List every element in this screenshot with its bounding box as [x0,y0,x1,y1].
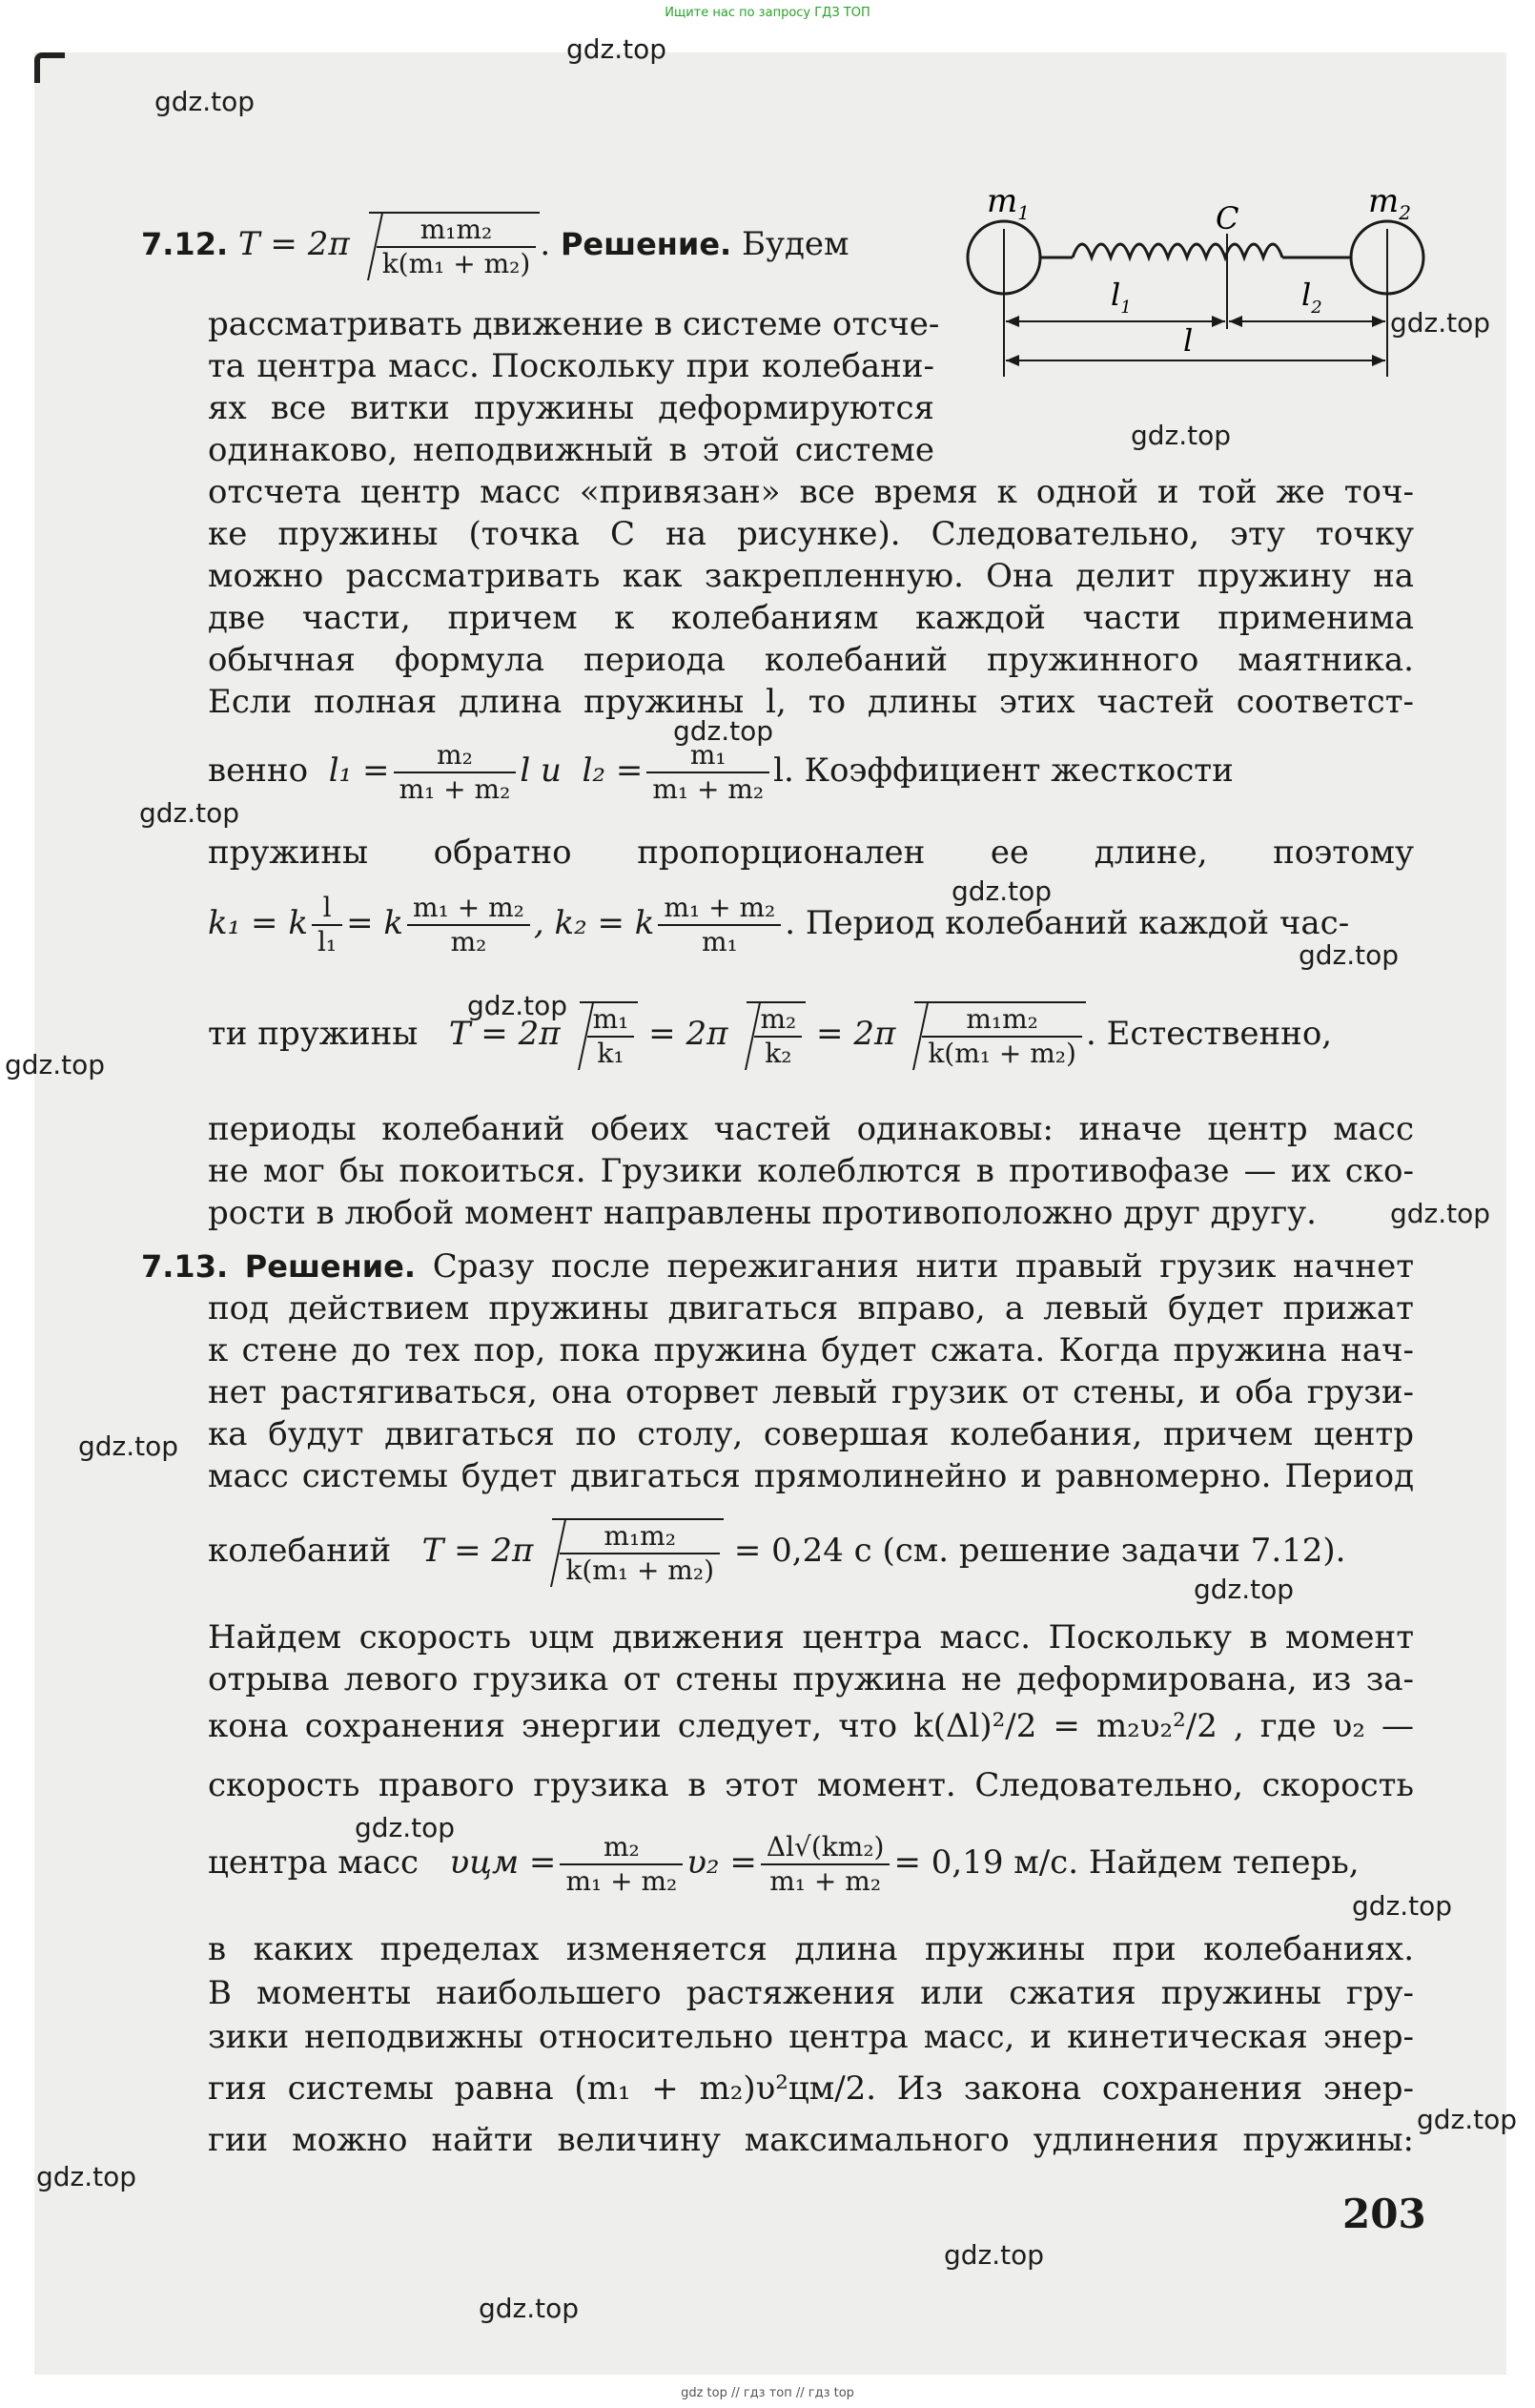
p712-line-3: та центра масс. Поскольку при колебани- [208,347,934,385]
top-banner: Ищите нас по запросу ГДЗ ТОП [665,6,870,20]
p712-line-18: рости в любой момент направлены противоположно друг другу. [208,1194,1317,1232]
page-number: 203 [1342,2191,1426,2237]
label-l1: $l_1$ [1111,277,1132,318]
watermark-text: gdz.top [1194,1574,1295,1605]
p713-line-17: гии можно найти величину максимального удлинения пружины: [208,2121,1414,2159]
p712-line-1: 7.12. T = 2π $\frac{\text{m₁m₂}}{\text{k(m₁ + m₂)}}$ . Решение. Будем [141,214,849,279]
p712-line-12: венно l₁ = $\frac{\text{m₂}}{\text{m₁ + m₂}}$ l и l₂ = $\frac{\text{m₁}}{\text{m₁ + m₂}}$ l. Коэффициент жесткости [208,739,1234,805]
p713-line-3: к стене до тех пор, пока пружина будет сжата. Когда пружина нач- [208,1331,1414,1369]
watermark-text: gdz.top [36,2161,137,2192]
p712-line-2: рассматривать движение в системе отсче- [208,305,940,343]
p713-number: 7.13. [141,1248,229,1285]
p713-line-15: зики неподвижны относительно центра масс, и кинетическая энер- [208,2018,1414,2056]
p713-line-4: нет растягиваться, она оторвет левый грузик от стены, и оба грузи- [208,1373,1414,1411]
label-l2: $l_2$ [1301,277,1322,318]
watermark-text: gdz.top [5,1049,106,1081]
p713-line-1: 7.13. Решение. Сразу после пережигания нити правый грузик начнет [141,1247,1414,1286]
p712-line-13: пружины обратно пропорционален ее длине, поэтому [208,834,1414,872]
p712-line-15: ти пружины T = 2π $\frac{\text{m₁}}{\text{k₁}}$ = 2π $\frac{\text{m₂}}{\text{k₂}}$ = 2π $\frac{\text{m₁m₂}}{\text{k(m₁ + m₂)}}$ . Естественно, [208,1003,1333,1069]
watermark-text: gdz.top [1390,1198,1491,1229]
watermark-text: gdz.top [944,2239,1045,2271]
p712-line-10: обычная формула периода колебаний пружинного маятника. [208,641,1414,679]
watermark-text: gdz.top [1299,939,1400,971]
watermark-text: gdz.top [78,1430,179,1462]
bottom-banner: gdz top // гдз топ // гдз top [681,2386,854,2400]
watermark-text: gdz.top [154,86,256,117]
p713-line-11: скорость правого грузика в этот момент. Следовательно, скорость [208,1766,1414,1804]
watermark-text: gdz.top [1417,2104,1518,2135]
p713-line-6: масс системы будет двигаться прямолинейно и равномерно. Период [208,1457,1414,1495]
watermark-text: gdz.top [1352,1890,1453,1922]
p712-line-17: не мог бы покоиться. Грузики колеблются в противофазе — их ско- [208,1152,1414,1190]
label-m1: $m_1$ [987,182,1030,224]
p713-line-7: колебаний T = 2π $\frac{\text{m₁m₂}}{\text{k(m₁ + m₂)}}$ = 0,24 с (см. решение задачи 7.12). [208,1520,1346,1586]
p712-line-16: периоды колебаний обеих частей одинаковы: иначе центр масс [208,1110,1414,1148]
p713-line-8: Найдем скорость υцм движения центра масс. Поскольку в момент [208,1618,1414,1657]
p712-number: 7.12. [141,226,229,262]
p712-line-5: одинаково, неподвижный в этой системе [208,431,934,469]
label-c: C [1216,200,1239,237]
p712-line-9: две части, причем к колебаниям каждой части применима [208,599,1414,637]
watermark-text: gdz.top [673,715,774,747]
label-l: l [1183,322,1194,359]
p713-line-16: гия системы равна (m₁ + m₂)υ²цм/2. Из закона сохранения энер- [208,2069,1414,2108]
p713-line-13: в каких пределах изменяется длина пружины при колебаниях. [208,1930,1414,1968]
watermark-text: gdz.top [479,2293,580,2324]
watermark-text: gdz.top [355,1812,456,1843]
p713-line-14: В моменты наибольшего растяжения или сжатия пружины гру- [208,1974,1414,2012]
watermark-text: gdz.top [566,33,667,65]
watermark-text: gdz.top [1390,307,1491,339]
p713-line-9: отрыва левого грузика от стены пружина не деформирована, из за- [208,1660,1414,1698]
label-m2: $m_2$ [1368,182,1411,224]
watermark-text: gdz.top [139,797,240,829]
p713-line-12: центра масс υцм = $\frac{\text{m₂}}{\text{m₁ + m₂}}$ υ₂ = $\frac{\text{Δl√(km₂)}}{\text{m₁ + m₂}}$ = 0,19 м/с. Найдем теперь, [208,1831,1360,1897]
page-corner-mark [34,52,65,83]
p712-line-4: ях все витки пружины деформируются [208,389,934,427]
p712-line-11: Если полная длина пружины l, то длины этих частей соответст- [208,683,1414,721]
spring-coil [1073,244,1282,257]
p712-line-6: отсчета центр масс «привязан» все время к одной и той же точ- [208,473,1414,511]
p713-line-5: ка будут двигаться по столу, совершая колебания, причем центр [208,1415,1414,1453]
p712-line-7: ке пружины (точка C на рисунке). Следовательно, эту точку [208,515,1414,553]
p712-line-14: k₁ = k $\frac{l}{\text{l₁}}$ = k $\frac{\text{m₁ + m₂}}{\text{m₂}}$ , k₂ = k $\frac{\text{m₁ + m₂}}{\text{m₁}}$ . Период колебаний каждой час- [208,892,1350,957]
spring-figure [958,172,1454,391]
watermark-text: gdz.top [467,990,568,1021]
p713-line-10: кона сохранения энергии следует, что k(Δl)²/2 = m₂υ₂²/2 , где υ₂ — [208,1707,1414,1745]
p713-line-2: под действием пружины двигаться вправо, а левый будет прижат [208,1289,1414,1327]
p712-line-8: можно рассматривать как закрепленную. Она делит пружину на [208,557,1414,595]
watermark-text: gdz.top [1131,420,1232,451]
watermark-text: gdz.top [952,875,1053,907]
